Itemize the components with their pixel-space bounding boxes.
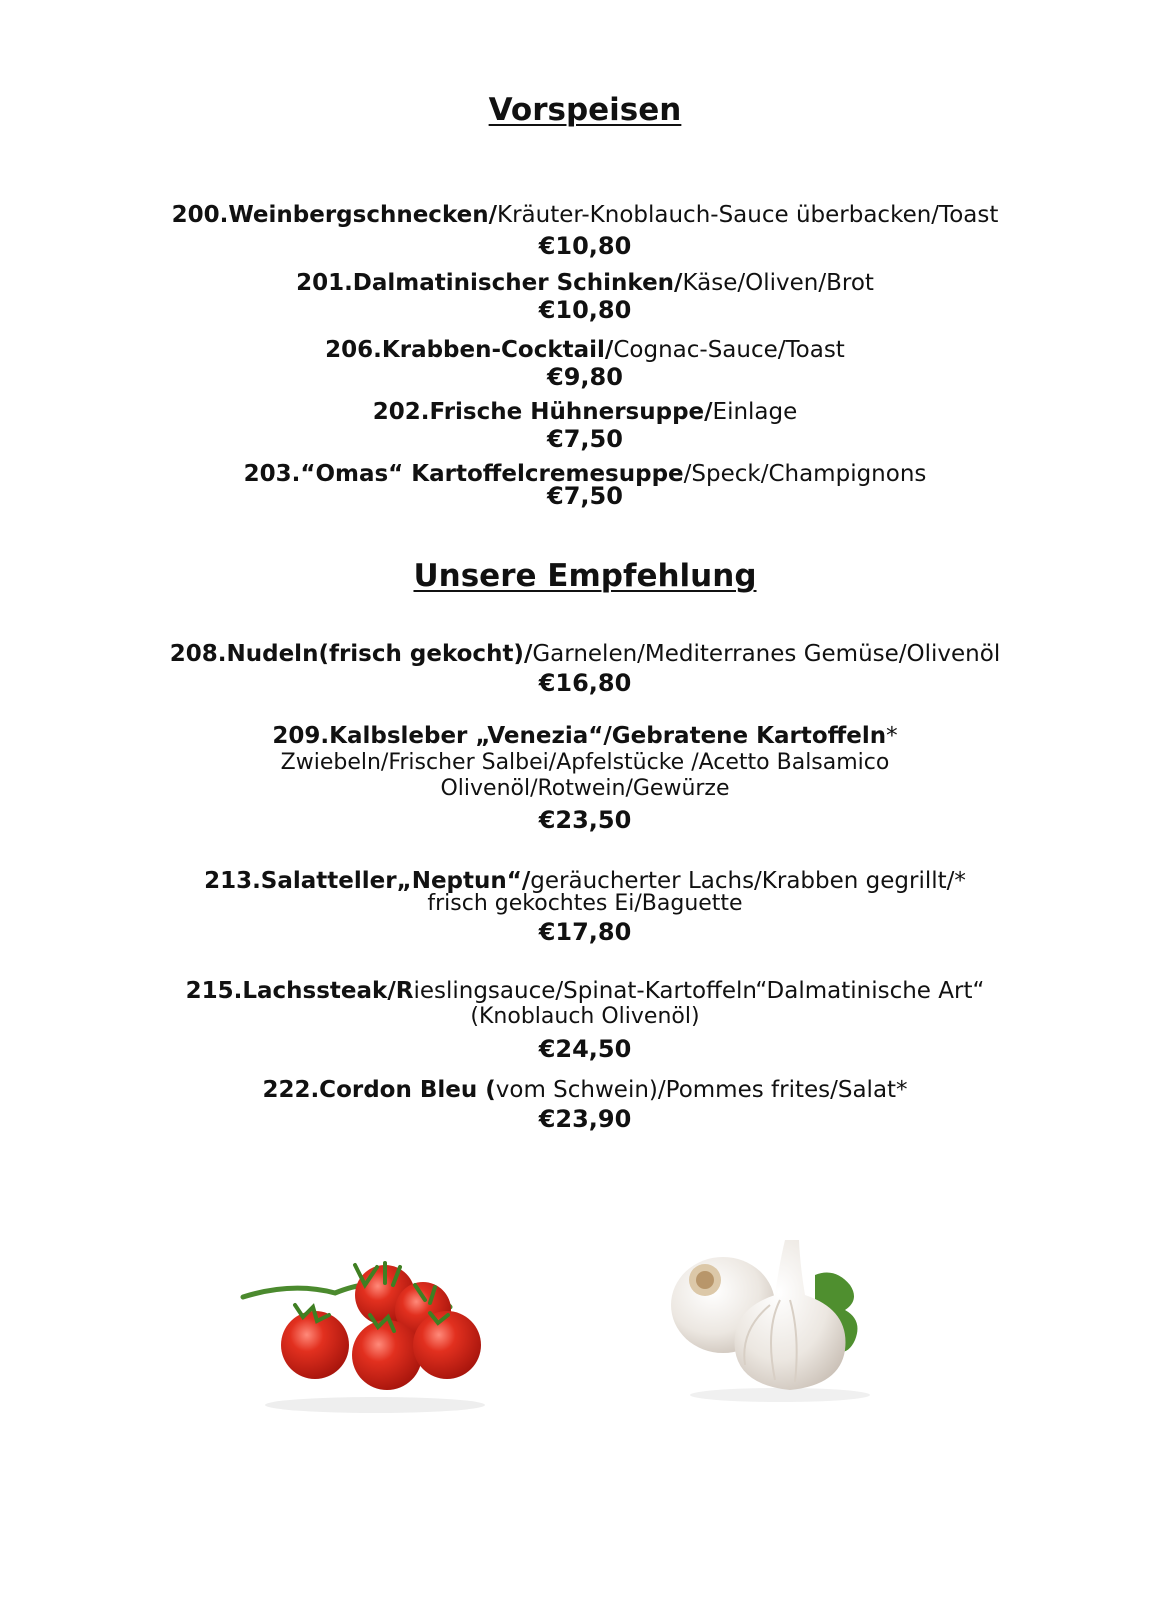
section-title-vorspeisen: Vorspeisen [488,92,682,128]
menu-item-215-desc: (Knoblauch Olivenöl) [470,1004,700,1029]
menu-item-213: 213.Salatteller„Neptun“/geräucherter Lachs/Krabben gegrillt/* [204,868,966,894]
menu-item-200: 200.Weinbergschnecken/Kräuter-Knoblauch-Sauce überbacken/Toast [171,202,999,228]
menu-price: €16,80 [538,669,632,697]
menu-price: €7,50 [547,482,623,510]
menu-item-213-desc: frisch gekochtes Ei/Baguette [427,891,743,916]
menu-price: €17,80 [538,918,632,946]
menu-price: €24,50 [538,1035,632,1063]
menu-item-209-desc: Zwiebeln/Frischer Salbei/Apfelstücke /Acetto Balsamico [280,750,890,775]
menu-item-209: 209.Kalbsleber „Venezia“/Gebratene Kartoffeln* [272,723,898,749]
tomatoes-image [235,1245,495,1415]
menu-item-203: 203.“Omas“ Kartoffelcremesuppe/Speck/Champignons [243,461,927,487]
menu-price: €23,50 [538,806,632,834]
menu-price: €10,80 [538,296,632,324]
menu-item-201: 201.Dalmatinischer Schinken/Käse/Oliven/Brot [296,270,874,296]
menu-price: €23,90 [538,1105,632,1133]
menu-item-209-desc: Olivenöl/Rotwein/Gewürze [440,776,730,801]
menu-item-206: 206.Krabben-Cocktail/Cognac-Sauce/Toast [325,337,845,363]
menu-price: €9,80 [547,363,623,391]
garlic-image [665,1235,885,1405]
section-title-empfehlung: Unsere Empfehlung [413,558,757,594]
menu-item-222: 222.Cordon Bleu (vom Schwein)/Pommes frites/Salat* [262,1077,908,1103]
menu-item-208: 208.Nudeln(frisch gekocht)/Garnelen/Mediterranes Gemüse/Olivenöl [169,641,1001,667]
menu-item-215: 215.Lachssteak/Rieslingsauce/Spinat-Kartoffeln“Dalmatinische Art“ [185,978,985,1004]
menu-item-202: 202.Frische Hühnersuppe/Einlage [372,399,798,425]
menu-price: €7,50 [547,425,623,453]
menu-price: €10,80 [538,232,632,260]
